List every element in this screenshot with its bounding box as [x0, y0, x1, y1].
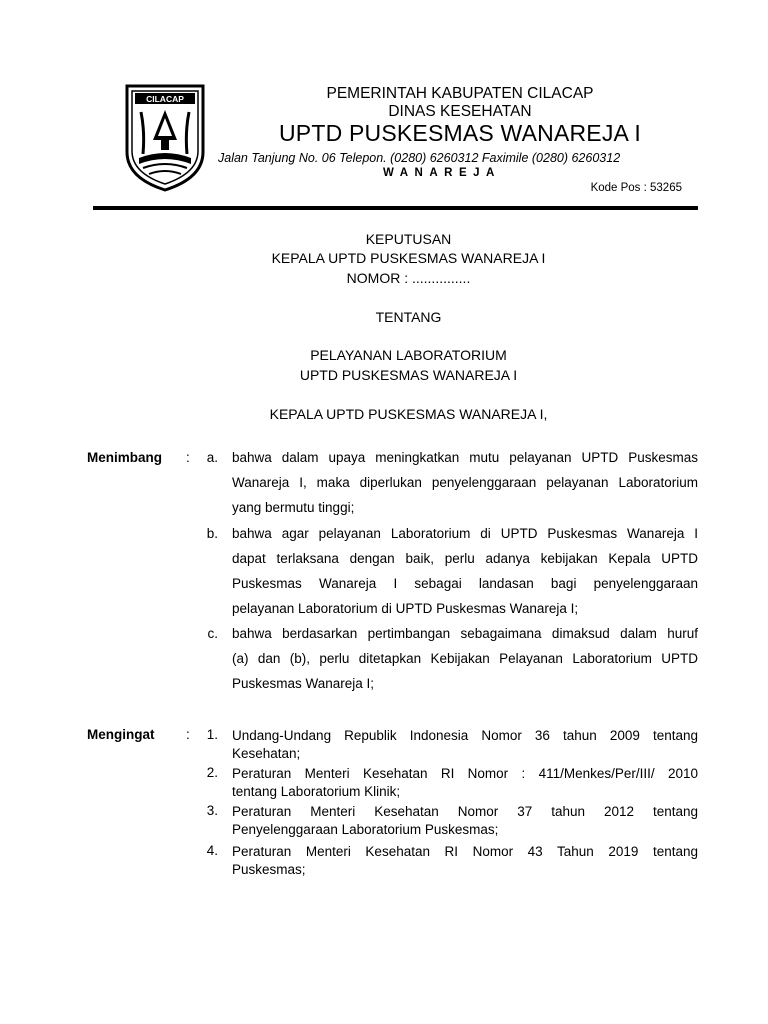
list-item-line: bahwa agar pelayanan Laboratorium di UPTD Puskesmas Wanareja I — [232, 526, 698, 541]
letterhead-divider — [93, 206, 698, 210]
agency-name: DINAS KESEHATAN — [388, 103, 532, 120]
list-item-line: dapat terlaksana dengan baik, perlu adanya kebijakan Kepala UPTD — [232, 551, 698, 566]
postal-code: Kode Pos : 53265 — [590, 182, 682, 194]
preamble: KEPALA UPTD PUSKESMAS WANAREJA I, — [269, 406, 548, 422]
mengingat-marker-2: 2. — [206, 765, 218, 780]
list-item-line: Kesehatan; — [232, 746, 301, 761]
address-line: Jalan Tanjung No. 06 Telepon. (0280) 6260312 Faximile (0280) 6260312 — [218, 151, 621, 165]
about-label: TENTANG — [375, 309, 442, 325]
government-name: PEMERINTAH KABUPATEN CILACAP — [326, 85, 594, 102]
list-item-line: pelayanan Laboratorium di UPTD Puskesmas Wanareja I; — [232, 601, 579, 616]
list-item-line: bahwa dalam upaya meningkatkan mutu pelayanan UPTD Puskesmas — [232, 450, 698, 465]
list-item-line: Undang-Undang Republik Indonesia Nomor 36 tahun 2009 tentang — [232, 728, 698, 743]
list-item-line: Penyelenggaraan Laboratorium Puskesmas; — [232, 822, 499, 837]
svg-text:CILACAP: CILACAP — [146, 94, 184, 104]
subject-line-1: PELAYANAN LABORATORIUM — [310, 347, 507, 363]
menimbang-colon: : — [186, 450, 190, 465]
unit-name: UPTD PUSKESMAS WANAREJA I — [279, 120, 641, 146]
list-item-line: (a) dan (b), perlu ditetapkan Kebijakan Pelayanan Laboratorium UPTD — [232, 651, 698, 666]
regency-logo — [123, 82, 207, 194]
menimbang-marker-a: a. — [206, 450, 218, 465]
shield-emblem-icon — [123, 82, 207, 194]
subject-line-2: UPTD PUSKESMAS WANAREJA I — [299, 367, 518, 383]
decree-issuer: KEPALA UPTD PUSKESMAS WANAREJA I — [271, 250, 546, 266]
list-item-line: Puskesmas Wanareja I sebagai landasan bagi penyelenggaraan — [232, 576, 698, 591]
menimbang-item-c — [232, 621, 698, 696]
mengingat-marker-1: 1. — [206, 727, 218, 742]
mengingat-item-1 — [232, 727, 698, 763]
city-name: WANAREJA — [383, 167, 501, 179]
list-item-line: Puskesmas; — [232, 862, 306, 877]
mengingat-item-2 — [232, 765, 698, 801]
mengingat-label: Mengingat — [87, 727, 155, 742]
list-item-line: Peraturan Menteri Kesehatan Nomor 37 tahun 2012 tentang — [232, 804, 698, 819]
menimbang-label: Menimbang — [87, 450, 163, 465]
list-item-line: bahwa berdasarkan pertimbangan sebagaimana dimaksud dalam huruf — [232, 626, 698, 641]
mengingat-item-3 — [232, 803, 698, 839]
menimbang-marker-b: b. — [206, 526, 218, 541]
list-item-line: yang bermutu tinggi; — [232, 500, 355, 515]
mengingat-marker-4: 4. — [206, 843, 218, 858]
mengingat-colon: : — [186, 727, 190, 742]
decree-heading: KEPUTUSAN — [365, 231, 452, 247]
menimbang-item-b — [232, 521, 698, 621]
list-item-line: Wanareja I, maka diperlukan penyelenggaraan pelayanan Laboratorium — [232, 475, 698, 490]
list-item-line: Puskesmas Wanareja I; — [232, 676, 375, 691]
mengingat-item-4 — [232, 843, 698, 879]
menimbang-marker-c: c. — [207, 626, 218, 641]
menimbang-item-a — [232, 445, 698, 520]
list-item-line: Peraturan Menteri Kesehatan RI Nomor 43 Tahun 2019 tentang — [232, 844, 698, 859]
mengingat-marker-3: 3. — [206, 803, 218, 818]
list-item-line: Peraturan Menteri Kesehatan RI Nomor : 411/Menkes/Per/III/ 2010 — [232, 766, 698, 781]
list-item-line: tentang Laboratorium Klinik; — [232, 784, 401, 799]
decree-number: NOMOR : ............... — [346, 270, 471, 286]
